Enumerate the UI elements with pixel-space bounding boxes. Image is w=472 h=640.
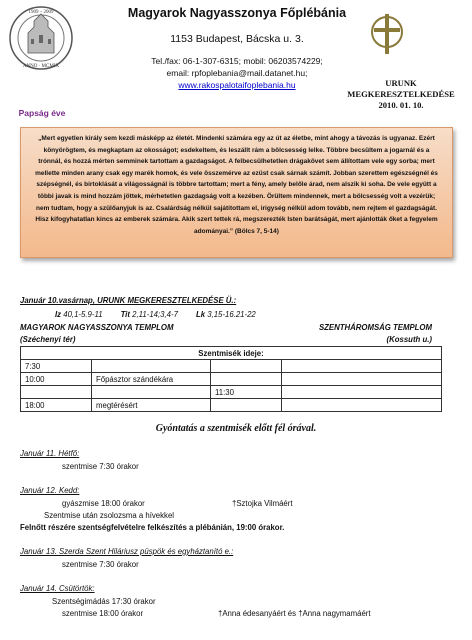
quote-text: „Mert egyetlen király sem kezdi másképp az életét. Mindenki számára egy az út az életbe, mint ahogy a távozás is ugyanaz. Ezért könyörögtem, és megkaptam az okosságot; esdekeltem, és leszállt rám a bölcsesség lelke. Többre becsültem a jogarnál és a trónnál, és hozzá mérten semminek tartottam a gazdagságot. A felbecsülhetetlen drágakövet sem állítottam vele egy sorba; mert mellette minden arany csak egy marék homok, és vele összemérve az ezüst csak sárnak számít. Jobban szerettem egészségnél és szépségnél, és birtoklását a világosságnál is többre tartottam; mert a fény, amely belőle árad, nem alszik ki soha. De vele együtt a többi javak is mind hozzám jöttek, mérhetetlen gazdagság volt a kezében. Örültem mindennek, mert a bölcsesség volt a vezérük; nem tudtam, hogy a szülőanyjuk is az. Csalárdság nélkül sajátítottam el, irigység nélkül adom tovább, nem rejtem el gazdagságát. Hisz kifogyhatatlan kincs az emberek számára. Akik szert tettek rá, megszerezték Isten barátságát, mert ajánlották őket a fegyelem adományai.” [35,135,438,235]
tuesday-vespers: Szentmise után zsolozsma a hívekkel [44,511,175,520]
feast-line2: MEGKERESZTELKEDÉSE [347,89,455,99]
confession-note: Gyóntatás a szentmisék előtt fél órával. [155,423,317,434]
feast-date: 2010. 01. 10. [378,100,424,110]
feast-line1: URUNK [385,78,417,88]
email-line: email: rpfoplebania@mail.datanet.hu; [166,68,308,78]
mass-times-table [20,346,442,412]
feast-block [342,78,460,111]
priest-year-label: Papság éve [18,108,66,118]
quote-reference: (Bölcs 7, 5-14) [234,227,279,235]
church-address: 1153 Budapest, Bácska u. 3. [170,33,304,45]
tuesday-adult-prep: Felnőtt részére szentségfelvételre felkészítés a plébánián, 19:00 órakor. [20,523,285,532]
thursday-adoration: Szentségimádás 17:30 órakor [52,597,156,606]
svg-text:ANNO · MCMIX: ANNO · MCMIX [22,64,60,69]
day-title-tuesday: Január 12. Kedd: [20,486,80,495]
table-row: 11:30 [21,386,442,399]
table-row: 7:30 [21,360,442,373]
svg-text:1909 – 2009: 1909 – 2009 [28,10,54,15]
parish-seal-logo [8,5,74,71]
website-link[interactable]: www.rakospalotaifoplebania.hu [178,80,296,90]
church-name: Magyarok Nagyasszonya Főplébánia [127,6,347,20]
wednesday-mass: szentmise 7:30 órakor [62,560,139,569]
reading-3: Lk 3,15-16.21-22 [195,310,256,319]
left-church: MAGYAROK NAGYASSZONYA TEMPLOM (Széchenyi tér) [20,323,174,344]
right-church: SZENTHÁROMSÁG TEMPLOM (Kossuth u.) [318,323,432,344]
mass-table-header: Szentmisék ideje: [21,347,442,360]
monday-mass: szentmise 7:30 órakor [62,462,139,471]
scripture-quote-box [20,127,453,258]
table-row: 10:00 Főpásztor szándékára [21,373,442,386]
reading-1: Iz 40,1-5.9-11 [55,310,103,319]
table-row: 18:00 megtérésért [21,399,442,412]
thursday-mass: szentmise 18:00 órakor [62,609,144,618]
cross-icon [367,12,407,56]
day-title-wednesday: Január 13. Szerda Szent Hiláriusz püspök és egyháztanító e.: [20,547,234,556]
day-title-thursday: Január 14. Csütörtök: [20,584,95,593]
sunday-title: Január 10.vasárnap, URUNK MEGKERESZTELKEDÉSE Ü.: [20,296,237,305]
tuesday-requiem: gyászmise 18:00 órakor [62,499,145,508]
contact-block [92,55,382,91]
thursday-intention: †Anna édesanyáért és †Anna nagymamáért [218,609,371,618]
day-title-monday: Január 11. Hétfő: [20,449,80,458]
reading-2: Tit 2,11-14;3,4-7 [120,310,178,319]
tuesday-intention: †Sztojka Vilmáért [232,499,293,508]
phone-line: Tel./fax: 06-1-307-6315; mobil: 06203574229; [151,56,323,66]
readings-line [55,310,415,319]
